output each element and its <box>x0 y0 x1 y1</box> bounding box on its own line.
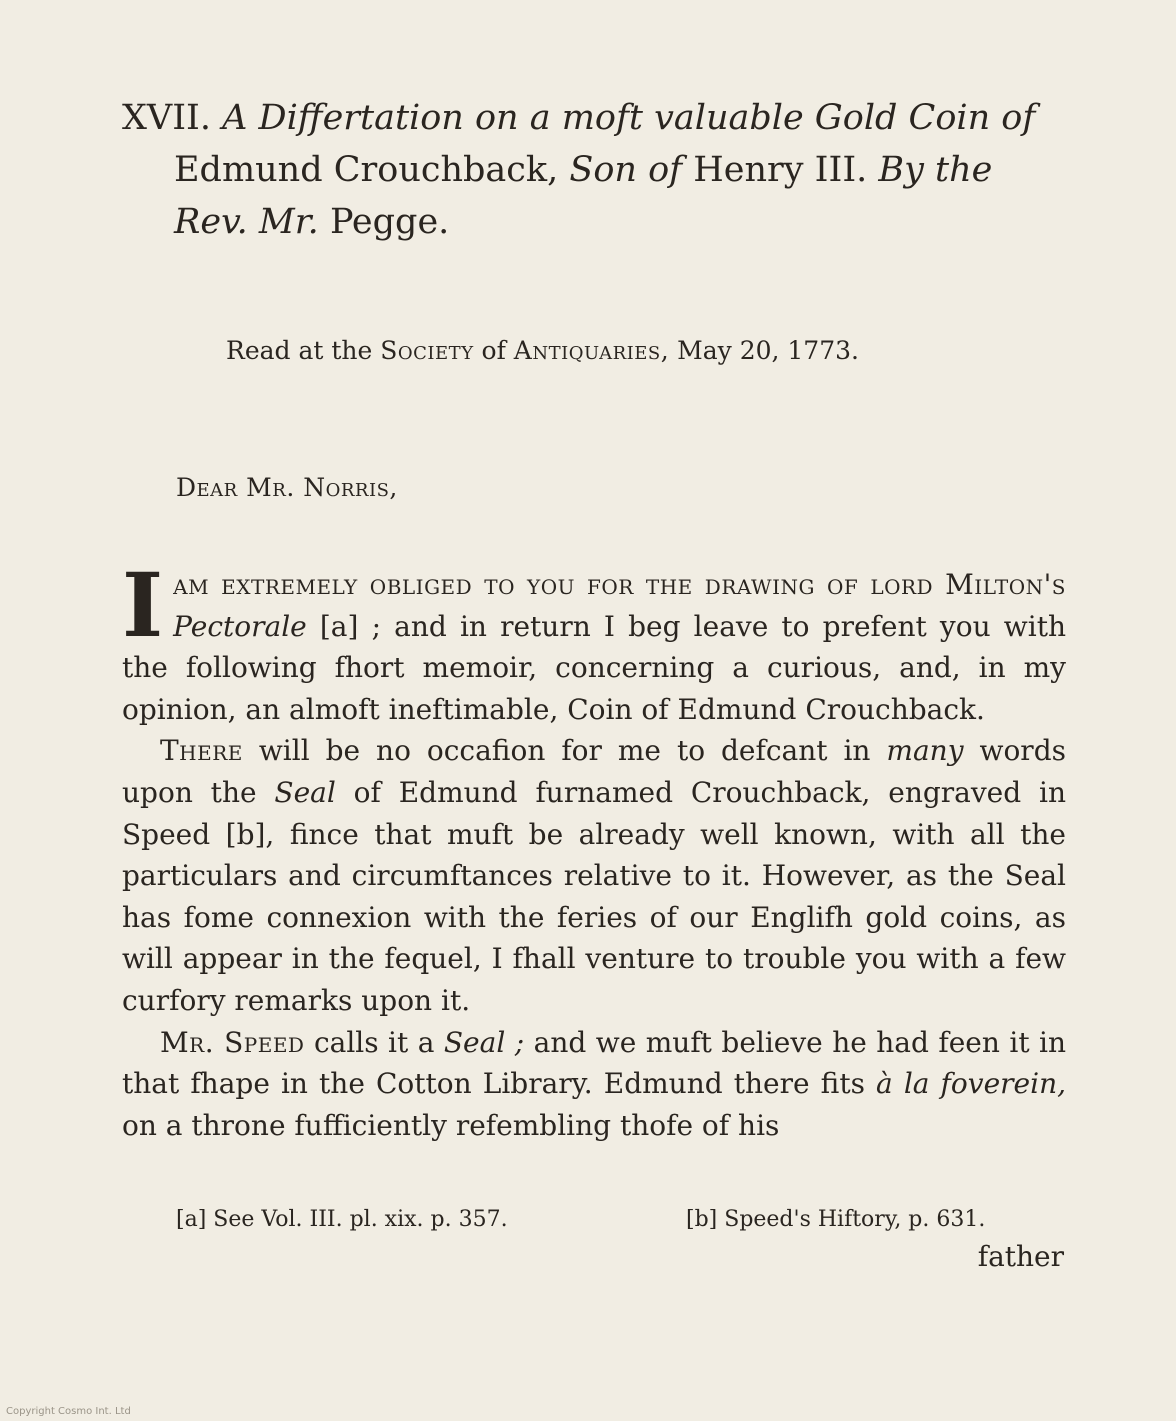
paragraph-2: There will be no occafion for me to defcant in many words upon the Seal of Edmund furnamed Crouchback, engraved in Speed [b], fince that muft be already well known, with all the particulars and circumftances relative to it. However, as the Seal has fome connexion with the feries of our Englifh gold coins, as will appear in the fequel, I fhall venture to trouble you with a few curfory remarks upon it. <box>122 734 1066 1017</box>
read-at-line: Read at the Society of Antiquaries, May 20, 1773. <box>226 336 859 365</box>
drop-cap: I <box>122 553 164 657</box>
title-line-2: Edmund Crouchback, Son of Henry III. By the <box>174 150 993 190</box>
copyright-watermark: Copyright Cosmo Int. Ltd <box>6 1406 131 1417</box>
salutation: Dear Mr. Norris, <box>176 473 398 502</box>
title-line-3: Rev. Mr. Pegge. <box>174 202 450 242</box>
paragraph-1: I am extremely obliged to you for the drawing of lord Milton's Pectorale [a] ; and in return I beg leave to prefent you with the following fhort memoir, concerning a curious, and, in my opinion, an almoft ineftimable, Coin of Edmund Crouchback. <box>122 553 1066 726</box>
title-line-1: XVII. A Differtation on a moft valuable Gold Coin of <box>122 98 1036 138</box>
title-number: XVII. <box>122 98 211 138</box>
footnote-b: [b] Speed's Hiftory, p. 631. <box>686 1207 986 1232</box>
footnote-a: [a] See Vol. III. pl. xix. p. 357. <box>176 1207 508 1232</box>
body-text <box>122 553 1067 1146</box>
article-title <box>122 92 1067 248</box>
paragraph-3: Mr. Speed calls it a Seal ; and we muft believe he had feen it in that fhape in the Cotton Library. Edmund there fits à la foverein, on a throne fufficiently refembling thofe of his <box>122 1025 1067 1142</box>
author-name: Pegge. <box>329 202 450 242</box>
catchword: father <box>977 1240 1064 1273</box>
read-date: May 20, 1773. <box>677 336 859 365</box>
